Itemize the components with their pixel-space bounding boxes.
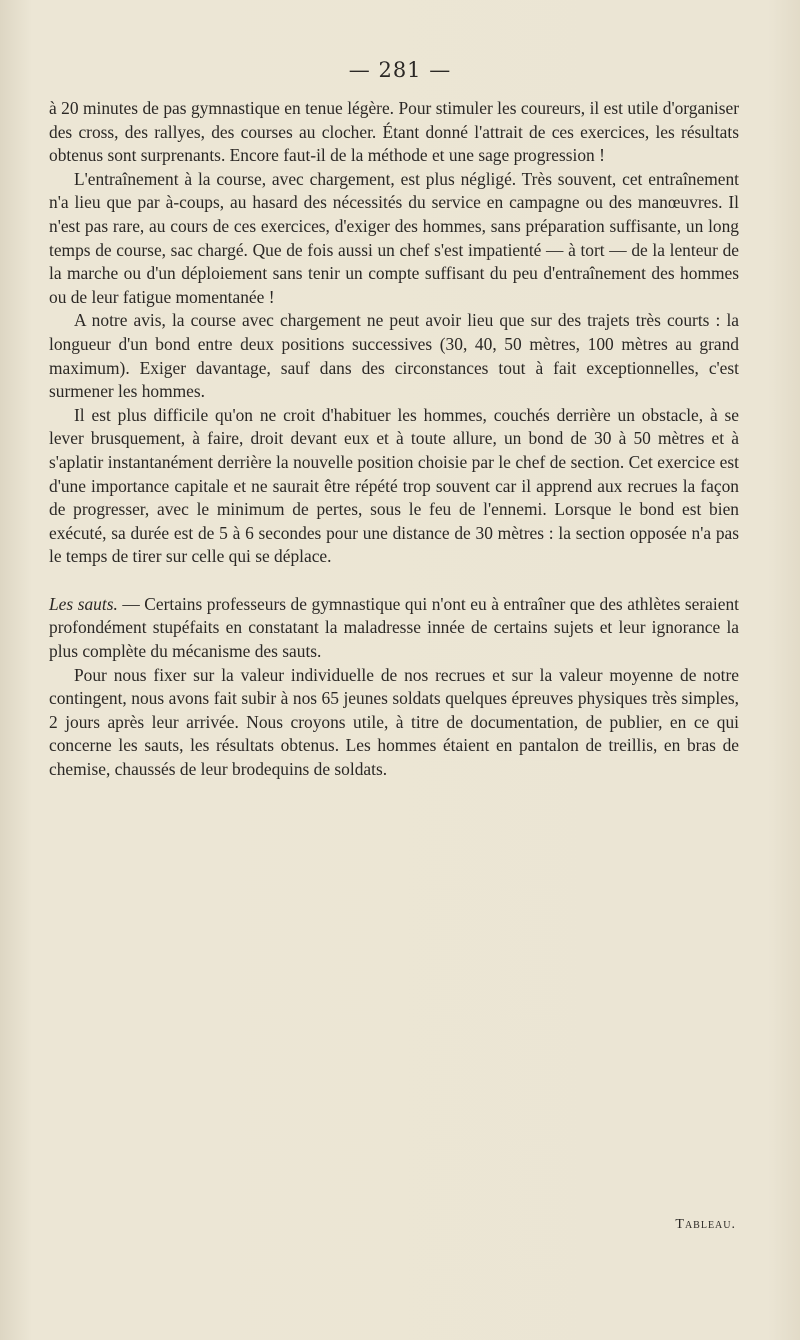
footer-catchword: Tableau.	[675, 1217, 736, 1232]
body-text	[49, 97, 739, 782]
paragraph-6: Pour nous fixer sur la valeur individuelle de nos recrues et sur la valeur moyenne de notre contingent, nous avons fait subir à nos 65 jeunes soldats quelques épreuves physiques très simples, 2 jours après leur arrivée. Nous croyons utile, à titre de documentation, de publier, en ce qui concerne les sauts, les résultats obtenus. Les hommes étaient en pantalon de treillis, en bras de chemise, chaussés de leur brodequins de soldats.	[49, 664, 739, 780]
section-sauts-intro	[49, 593, 739, 664]
section-title: Les sauts.	[49, 593, 118, 614]
page-number: — 281 —	[348, 58, 452, 82]
paragraph-2: L'entraînement à la course, avec chargement, est plus négligé. Très souvent, cet entraînement n'a lieu que par à-coups, au hasard des nécessités du service en campagne ou des manœuvres. Il n'est pas rare, au cours de ces exercices, d'exiger des hommes, sans préparation suffisante, un long temps de course, sac chargé. Que de fois aussi un chef s'est impatienté — à tort — de la lenteur de la marche ou d'un déploiement sans tenir un compte suffisant du peu d'entraînement des hommes ou de leur fatigue momentanée !	[49, 168, 739, 307]
paragraph-4: Il est plus difficile qu'on ne croit d'habituer les hommes, couchés derrière un obstacle, à se lever brusquement, à faire, droit devant eux et à toute allure, un bond de 30 à 50 mètres et à s'aplatir instantanément derrière la nouvelle position choisie par le chef de section. Cet exercice est d'une importance capitale et ne saurait être répété trop souvent car il apprend aux recrues la façon de progresser, avec le minimum de pertes, sous le feu de l'ennemi. Lorsque le bond est bien exécuté, sa durée est de 5 à 6 secondes pour une distance de 30 mètres : la section opposée n'a pas le temps de tirer sur celle qui se déplace.	[49, 404, 739, 567]
paragraph-1: à 20 minutes de pas gymnastique en tenue légère. Pour stimuler les coureurs, il est utile d'organiser des cross, des rallyes, des courses au clocher. Étant donné l'attrait de ces exercices, les résultats obtenus sont surprenants. Encore faut-il de la méthode et une sage progression !	[49, 98, 739, 166]
paragraph-3: A notre avis, la course avec chargement ne peut avoir lieu que sur des trajets très courts : la longueur d'un bond entre deux positions successives (30, 40, 50 mètres, 100 mètres au grand maximum). Exiger davantage, sauf dans des circonstances tout à fait exceptionnelles, c'est surmener les hommes.	[49, 310, 739, 402]
section-intro-text: — Certains professeurs de gymnastique qui n'ont eu à entraîner que des athlètes seraient profondément stupéfaits en constatant la maladresse innée de certains sujets et leur ignorance la plus complète du mécanisme des sauts.	[49, 593, 739, 662]
